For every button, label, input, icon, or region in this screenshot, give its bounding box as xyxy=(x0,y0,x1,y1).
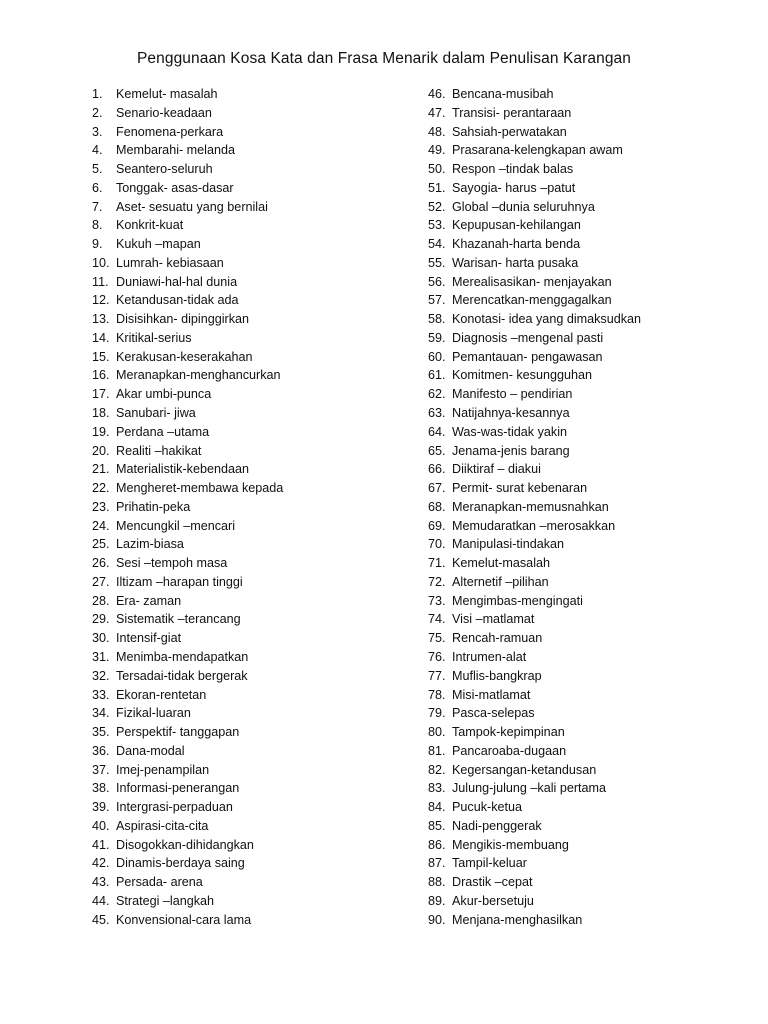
item-text: Seantero-seluruh xyxy=(116,162,213,177)
item-number: 53. xyxy=(428,218,446,233)
item-text: Perspektif- tanggapan xyxy=(116,725,240,740)
item-number: 1. xyxy=(92,87,103,101)
item-text: Pemantauan- pengawasan xyxy=(452,349,603,364)
item-text: Sistematik –terancang xyxy=(116,612,241,627)
item-text: Misi-matlamat xyxy=(452,687,531,702)
list-item xyxy=(92,629,412,648)
list-item xyxy=(92,686,412,705)
list-item xyxy=(92,310,412,329)
item-text: Meranapkan-memusnahkan xyxy=(452,499,609,514)
list-item xyxy=(92,779,412,798)
list-item xyxy=(92,104,412,123)
item-number: 25. xyxy=(92,537,110,552)
item-text: Iltizam –harapan tinggi xyxy=(116,574,243,589)
list-item xyxy=(92,460,412,479)
item-text: Pucuk-ketua xyxy=(452,800,523,815)
list-item xyxy=(428,667,758,686)
item-text: Duniawi-hal-hal dunia xyxy=(116,274,238,289)
item-text: Natijahnya-kesannya xyxy=(452,406,570,421)
list-item xyxy=(428,104,758,123)
item-number: 63. xyxy=(428,406,446,421)
item-text: Kerakusan-keserakahan xyxy=(116,349,253,364)
item-text: Perdana –utama xyxy=(116,424,210,439)
item-number: 89. xyxy=(428,893,446,908)
item-number: 87. xyxy=(428,856,446,871)
item-number: 32. xyxy=(92,668,110,683)
list-item xyxy=(92,123,412,142)
item-number: 77. xyxy=(428,668,446,683)
item-number: 9. xyxy=(92,237,103,252)
list-item xyxy=(428,517,758,536)
list-item xyxy=(92,216,412,235)
list-item xyxy=(428,366,758,385)
item-text: Nadi-penggerak xyxy=(452,818,542,833)
item-number: 56. xyxy=(428,274,446,289)
item-text: Diiktiraf – diakui xyxy=(452,462,541,477)
list-item xyxy=(92,517,412,536)
item-number: 34. xyxy=(92,706,110,721)
item-text: Prasarana-kelengkapan awam xyxy=(452,143,623,158)
item-number: 40. xyxy=(92,818,110,833)
list-item xyxy=(428,329,758,348)
list-item xyxy=(92,573,412,592)
list-item xyxy=(428,273,758,292)
item-number: 75. xyxy=(428,631,446,646)
list-item xyxy=(92,179,412,198)
item-text: Drastik –cepat xyxy=(452,875,533,890)
item-text: Era- zaman xyxy=(116,593,182,608)
list-item xyxy=(428,873,758,892)
item-text: Meranapkan-menghancurkan xyxy=(116,368,281,383)
list-item xyxy=(92,423,412,442)
item-number: 3. xyxy=(92,124,103,139)
item-number: 58. xyxy=(428,312,446,327)
vocabulary-list-left xyxy=(92,85,412,929)
item-number: 31. xyxy=(92,649,110,664)
item-text: Merealisasikan- menjayakan xyxy=(452,274,612,289)
list-item xyxy=(428,479,758,498)
item-text: Akur-bersetuju xyxy=(452,893,534,908)
item-number: 30. xyxy=(92,631,110,646)
list-item xyxy=(92,817,412,836)
list-item xyxy=(92,554,412,573)
item-text: Global –dunia seluruhnya xyxy=(452,199,595,214)
item-text: Sesi –tempoh masa xyxy=(116,556,228,571)
item-number: 81. xyxy=(428,743,446,758)
item-number: 45. xyxy=(92,912,110,927)
list-item xyxy=(92,854,412,873)
list-item xyxy=(428,216,758,235)
item-number: 7. xyxy=(92,199,103,214)
item-text: Membarahi- melanda xyxy=(116,143,235,158)
item-number: 83. xyxy=(428,781,446,796)
item-text: Konotasi- idea yang dimaksudkan xyxy=(452,312,642,327)
item-text: Kukuh –mapan xyxy=(116,237,201,252)
list-item xyxy=(428,385,758,404)
item-number: 10. xyxy=(92,255,110,270)
item-text: Senario-keadaan xyxy=(116,105,212,120)
item-number: 21. xyxy=(92,462,110,477)
item-number: 20. xyxy=(92,443,110,458)
list-item xyxy=(92,442,412,461)
list-item xyxy=(428,592,758,611)
list-item xyxy=(92,535,412,554)
list-item xyxy=(92,479,412,498)
item-number: 44. xyxy=(92,893,110,908)
item-text: Ekoran-rentetan xyxy=(116,687,207,702)
item-number: 5. xyxy=(92,162,103,177)
item-text: Intensif-giat xyxy=(116,631,182,646)
vocabulary-list-right xyxy=(428,85,758,929)
list-item xyxy=(428,160,758,179)
item-text: Tampok-kepimpinan xyxy=(452,725,565,740)
item-text: Tampil-keluar xyxy=(452,856,527,871)
item-text: Akar umbi-punca xyxy=(116,387,212,402)
list-item xyxy=(428,554,758,573)
item-text: Mencungkil –mencari xyxy=(116,518,235,533)
item-text: Lazim-biasa xyxy=(116,537,184,552)
list-item xyxy=(92,610,412,629)
list-item xyxy=(428,817,758,836)
list-item xyxy=(428,85,758,104)
item-text: Prihatin-peka xyxy=(116,499,191,514)
item-text: Fizikal-luaran xyxy=(116,706,191,721)
item-number: 26. xyxy=(92,556,110,571)
item-number: 42. xyxy=(92,856,110,871)
item-number: 51. xyxy=(428,180,446,195)
list-item xyxy=(428,911,758,930)
list-item xyxy=(92,761,412,780)
list-item xyxy=(428,348,758,367)
item-number: 19. xyxy=(92,424,110,439)
item-number: 76. xyxy=(428,649,446,664)
list-item xyxy=(92,404,412,423)
item-number: 4. xyxy=(92,143,103,158)
list-item xyxy=(92,667,412,686)
item-number: 64. xyxy=(428,424,446,439)
item-text: Materialistik-kebendaan xyxy=(116,462,250,477)
item-text: Konvensional-cara lama xyxy=(116,912,252,927)
list-item xyxy=(92,348,412,367)
item-number: 86. xyxy=(428,837,446,852)
item-text: Disisihkan- dipinggirkan xyxy=(116,312,249,327)
list-item xyxy=(92,160,412,179)
item-number: 15. xyxy=(92,349,110,364)
item-text: Mengimbas-mengingati xyxy=(452,593,583,608)
item-number: 88. xyxy=(428,875,446,890)
list-item xyxy=(428,836,758,855)
item-text: Lumrah- kebiasaan xyxy=(116,255,224,270)
item-text: Dana-modal xyxy=(116,743,185,758)
item-number: 54. xyxy=(428,237,446,252)
item-text: Khazanah-harta benda xyxy=(452,237,581,252)
item-number: 52. xyxy=(428,199,446,214)
item-text: Mengheret-membawa kepada xyxy=(116,481,284,496)
item-number: 72. xyxy=(428,574,446,589)
item-text: Strategi –langkah xyxy=(116,893,215,908)
item-number: 41. xyxy=(92,837,110,852)
list-item xyxy=(428,198,758,217)
list-item xyxy=(428,742,758,761)
item-number: 60. xyxy=(428,349,446,364)
item-number: 66. xyxy=(428,462,446,477)
item-number: 29. xyxy=(92,612,110,627)
item-number: 78. xyxy=(428,687,446,702)
item-text: Permit- surat kebenaran xyxy=(452,481,588,496)
item-text: Konkrit-kuat xyxy=(116,218,184,233)
item-text: Menjana-menghasilkan xyxy=(452,912,583,927)
list-item xyxy=(428,460,758,479)
item-text: Memudaratkan –merosakkan xyxy=(452,518,616,533)
item-number: 28. xyxy=(92,593,110,608)
item-text: Tersadai-tidak bergerak xyxy=(116,668,248,683)
list-item xyxy=(92,291,412,310)
item-text: Jenama-jenis barang xyxy=(452,443,570,458)
list-item xyxy=(92,704,412,723)
item-text: Manifesto – pendirian xyxy=(452,387,573,402)
list-item xyxy=(428,854,758,873)
item-number: 12. xyxy=(92,293,110,308)
item-text: Manipulasi-tindakan xyxy=(452,537,565,552)
item-number: 43. xyxy=(92,875,110,890)
item-text: Was-was-tidak yakin xyxy=(452,424,568,439)
item-text: Aspirasi-cita-cita xyxy=(116,818,209,833)
list-item xyxy=(428,291,758,310)
item-text: Persada- arena xyxy=(116,875,203,890)
list-item xyxy=(428,254,758,273)
item-number: 61. xyxy=(428,368,446,383)
item-text: Kepupusan-kehilangan xyxy=(452,218,581,233)
list-item xyxy=(428,404,758,423)
item-number: 22. xyxy=(92,481,110,496)
item-number: 50. xyxy=(428,162,446,177)
item-text: Transisi- perantaraan xyxy=(452,105,572,120)
item-text: Komitmen- kesungguhan xyxy=(452,368,593,383)
list-item xyxy=(428,498,758,517)
item-text: Intergrasi-perpaduan xyxy=(116,800,233,815)
item-number: 46. xyxy=(428,87,446,101)
list-item xyxy=(428,723,758,742)
item-text: Diagnosis –mengenal pasti xyxy=(452,330,604,345)
list-item xyxy=(92,254,412,273)
item-number: 8. xyxy=(92,218,103,233)
item-text: Realiti –hakikat xyxy=(116,443,202,458)
item-number: 62. xyxy=(428,387,446,402)
item-text: Pasca-selepas xyxy=(452,706,535,721)
item-number: 73. xyxy=(428,593,446,608)
item-number: 70. xyxy=(428,537,446,552)
item-text: Kemelut- masalah xyxy=(116,87,218,101)
item-number: 59. xyxy=(428,330,446,345)
item-text: Kemelut-masalah xyxy=(452,556,550,571)
list-item xyxy=(428,573,758,592)
item-text: Fenomena-perkara xyxy=(116,124,224,139)
item-number: 74. xyxy=(428,612,446,627)
list-item xyxy=(92,836,412,855)
item-text: Imej-penampilan xyxy=(116,762,210,777)
item-text: Kritikal-serius xyxy=(116,330,192,345)
item-number: 57. xyxy=(428,293,446,308)
item-number: 11. xyxy=(92,274,109,289)
item-text: Informasi-penerangan xyxy=(116,781,240,796)
item-number: 71. xyxy=(428,556,446,571)
item-number: 69. xyxy=(428,518,446,533)
list-item xyxy=(428,310,758,329)
item-number: 14. xyxy=(92,330,110,345)
item-text: Dinamis-berdaya saing xyxy=(116,856,245,871)
item-number: 47. xyxy=(428,105,446,120)
item-number: 48. xyxy=(428,124,446,139)
item-text: Sayogia- harus –patut xyxy=(452,180,576,195)
item-number: 67. xyxy=(428,481,446,496)
list-item xyxy=(92,273,412,292)
item-text: Warisan- harta pusaka xyxy=(452,255,579,270)
list-item xyxy=(92,723,412,742)
item-number: 90. xyxy=(428,912,446,927)
list-item xyxy=(428,704,758,723)
item-number: 27. xyxy=(92,574,110,589)
item-number: 82. xyxy=(428,762,446,777)
list-item xyxy=(428,686,758,705)
item-number: 35. xyxy=(92,725,110,740)
list-item xyxy=(92,648,412,667)
list-item xyxy=(92,198,412,217)
list-item xyxy=(428,235,758,254)
item-text: Alternetif –pilihan xyxy=(452,574,549,589)
item-number: 39. xyxy=(92,800,110,815)
item-number: 55. xyxy=(428,255,446,270)
list-item xyxy=(428,535,758,554)
item-text: Disogokkan-dihidangkan xyxy=(116,837,254,852)
item-number: 16. xyxy=(92,368,110,383)
item-text: Respon –tindak balas xyxy=(452,162,574,177)
list-item xyxy=(92,141,412,160)
list-item xyxy=(92,873,412,892)
item-text: Rencah-ramuan xyxy=(452,631,543,646)
item-number: 13. xyxy=(92,312,110,327)
item-number: 23. xyxy=(92,499,110,514)
item-number: 79. xyxy=(428,706,446,721)
item-text: Bencana-musibah xyxy=(452,87,554,101)
item-text: Muflis-bangkrap xyxy=(452,668,542,683)
item-text: Sanubari- jiwa xyxy=(116,406,196,421)
list-item xyxy=(92,385,412,404)
item-number: 2. xyxy=(92,105,103,120)
item-number: 68. xyxy=(428,499,446,514)
item-number: 38. xyxy=(92,781,110,796)
list-item xyxy=(428,798,758,817)
list-item xyxy=(428,629,758,648)
item-number: 49. xyxy=(428,143,446,158)
list-item xyxy=(428,179,758,198)
item-text: Mengikis-membuang xyxy=(452,837,569,852)
item-number: 37. xyxy=(92,762,110,777)
item-number: 18. xyxy=(92,406,110,421)
item-text: Pancaroaba-dugaan xyxy=(452,743,567,758)
list-item xyxy=(92,798,412,817)
list-item xyxy=(428,779,758,798)
item-text: Tonggak- asas-dasar xyxy=(116,180,234,195)
list-item xyxy=(428,423,758,442)
item-text: Aset- sesuatu yang bernilai xyxy=(116,199,268,214)
item-text: Visi –matlamat xyxy=(452,612,535,627)
list-item xyxy=(92,911,412,930)
list-item xyxy=(92,592,412,611)
list-item xyxy=(428,610,758,629)
list-item xyxy=(92,742,412,761)
item-number: 36. xyxy=(92,743,110,758)
item-number: 84. xyxy=(428,800,446,815)
list-item xyxy=(428,123,758,142)
item-number: 24. xyxy=(92,518,110,533)
item-number: 17. xyxy=(92,387,110,402)
list-item xyxy=(92,892,412,911)
item-text: Merencatkan-menggagalkan xyxy=(452,293,612,308)
list-item xyxy=(92,329,412,348)
item-text: Sahsiah-perwatakan xyxy=(452,124,567,139)
list-item xyxy=(92,85,412,104)
item-text: Menimba-mendapatkan xyxy=(116,649,249,664)
list-item xyxy=(428,648,758,667)
item-text: Julung-julung –kali pertama xyxy=(452,781,607,796)
item-number: 80. xyxy=(428,725,446,740)
list-item xyxy=(428,442,758,461)
list-item xyxy=(428,141,758,160)
page-title: Penggunaan Kosa Kata dan Frasa Menarik dalam Penulisan Karangan xyxy=(136,50,631,67)
list-item xyxy=(92,235,412,254)
item-number: 6. xyxy=(92,180,103,195)
item-number: 33. xyxy=(92,687,110,702)
list-item xyxy=(92,498,412,517)
item-number: 85. xyxy=(428,818,446,833)
item-text: Kegersangan-ketandusan xyxy=(452,762,597,777)
list-item xyxy=(428,892,758,911)
item-text: Intrumen-alat xyxy=(452,649,527,664)
list-item xyxy=(428,761,758,780)
item-text: Ketandusan-tidak ada xyxy=(116,293,239,308)
list-item xyxy=(92,366,412,385)
item-number: 65. xyxy=(428,443,446,458)
